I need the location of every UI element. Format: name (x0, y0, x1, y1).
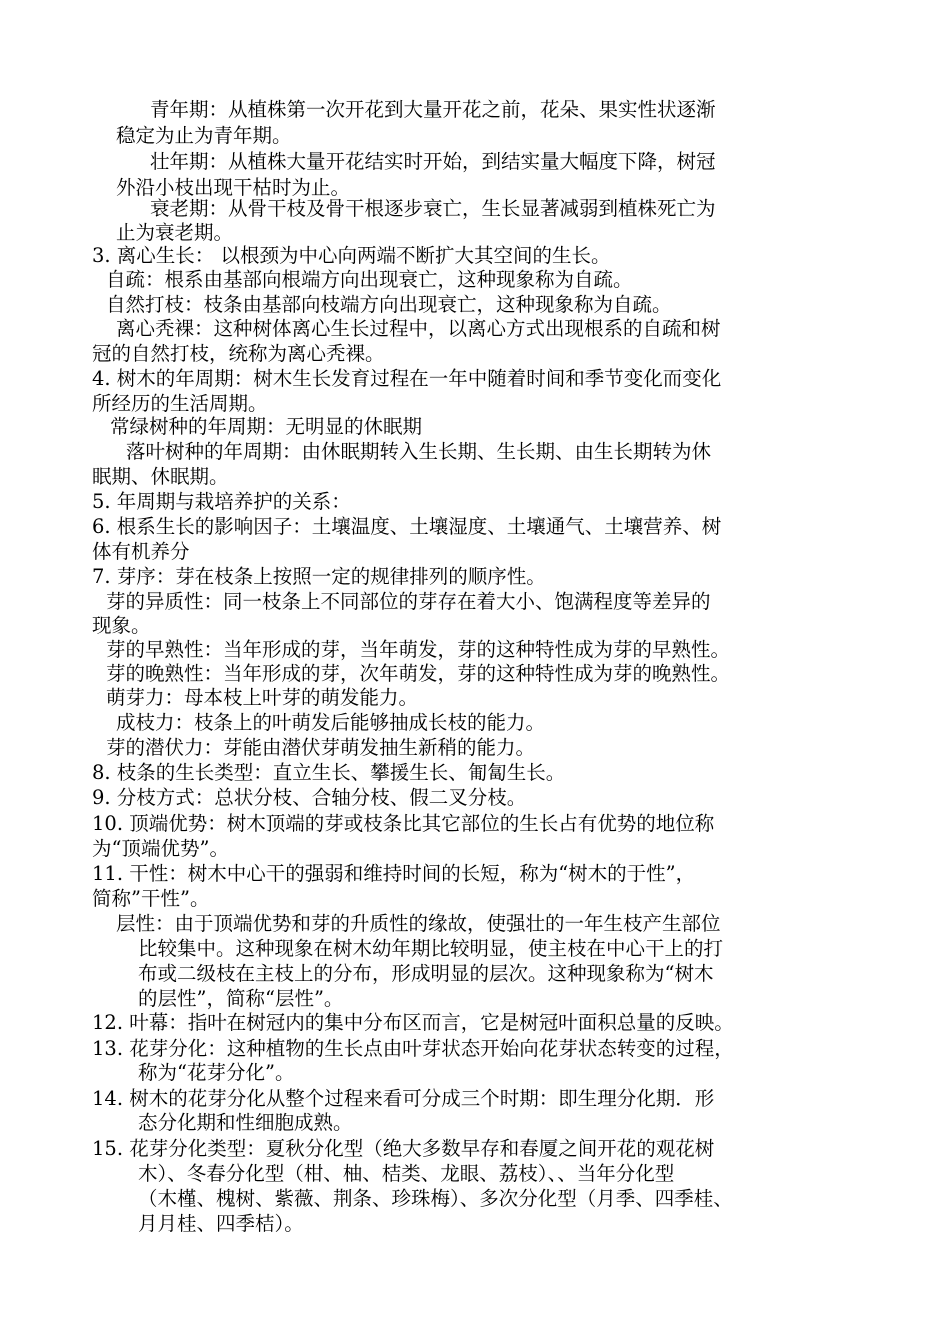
text-line: 青年期：从植株第一次开花到大量开花之前，花朵、果实性状逐渐 (150, 98, 716, 121)
text-line: 芽的潜伏力：芽能由潜伏芽萌发抽生新稍的能力。 (106, 736, 536, 759)
text-line: （木槿、槐树、紫薇、荆条、珍珠梅）、多次分化型（月季、四季桂、 (138, 1187, 733, 1210)
text-line: 木）、冬春分化型（柑、柚、桔类、龙眼、荔枝）、、当年分化型 (138, 1162, 675, 1185)
text-line: 芽的晚熟性：当年形成的芽，次年萌发，芽的这种特性成为芽的晚熟性。 (106, 662, 731, 685)
text-line: 9. 分枝方式：总状分枝、合轴分枝、假二叉分枝。 (92, 786, 527, 809)
text-line: 12. 叶幕：指叶在树冠内的集中分布区而言，它是树冠叶面积总量的反映。 (92, 1011, 734, 1034)
text-line: 壮年期：从植株大量开花结实时开始，到结实量大幅度下降，树冠 (150, 150, 716, 173)
text-line: 芽的异质性：同一枝条上不同部位的芽存在着大小、饱满程度等差异的 (106, 590, 711, 613)
text-line: 自疏：根系由基部向根端方向出现衰亡，这种现象称为自疏。 (106, 268, 633, 291)
text-line: 落叶树种的年周期：由休眠期转入生长期、生长期、由生长期转为休 (126, 440, 712, 463)
text-line: 层性：由于顶端优势和芽的升质性的缘故，使强壮的一年生枝产生部位 (116, 912, 721, 935)
text-line: 13. 花芽分化：这种植物的生长点由叶芽状态开始向花芽状态转变的过程， (92, 1037, 734, 1060)
text-line: 14. 树木的花芽分化从整个过程来看可分成三个时期：即生理分化期．形 (92, 1087, 715, 1110)
text-line: 简称”干性”。 (92, 887, 210, 910)
text-line: 稳定为止为青年期。 (116, 124, 292, 147)
text-line: 15. 花芽分化类型：夏秋分化型（绝大多数早存和春厦之间开花的观花树 (92, 1137, 715, 1160)
text-line: 离心秃裸：这种树体离心生长过程中，以离心方式出现根系的自疏和树 (116, 317, 721, 340)
text-line: 态分化期和性细胞成熟。 (138, 1111, 353, 1134)
text-line: 衰老期：从骨干枝及骨干根逐步衰亡，生长显著减弱到植株死亡为 (150, 197, 716, 220)
text-line: 称为“花芽分化”。 (138, 1061, 295, 1084)
text-line: 成枝力：枝条上的叶萌发后能够抽成长枝的能力。 (116, 711, 546, 734)
text-line: 冠的自然打枝，统称为离心秃裸。 (92, 342, 385, 365)
text-line: 现象。 (92, 614, 151, 637)
text-line: 眠期、休眠期。 (92, 465, 229, 488)
text-line: 7. 芽序：芽在枝条上按照一定的规律排列的顺序性。 (92, 565, 546, 588)
text-line: 布或二级枝在主枝上的分布，形成明显的层次。这种现象称为“树木 (138, 962, 714, 985)
text-line: 芽的早熟性：当年形成的芽，当年萌发，芽的这种特性成为芽的早熟性。 (106, 638, 731, 661)
text-line: 比较集中。这种现象在树木幼年期比较明显，使主枝在中心干上的打 (138, 937, 724, 960)
text-line: 10. 顶端优势：树木顶端的芽或枝条比其它部位的生长占有优势的地位称 (92, 812, 715, 835)
text-line: 4. 树木的年周期：树木生长发育过程在一年中随着时间和季节变化而变化 (92, 367, 722, 390)
text-line: 8. 枝条的生长类型：直立生长、攀援生长、匍匐生长。 (92, 761, 566, 784)
text-line: 11. 干性：树木中心干的强弱和维持时间的长短，称为“树木的于性”， (92, 862, 696, 885)
text-line: 的层性”，简称“层性”。 (138, 987, 344, 1010)
text-line: 为“顶端优势”。 (92, 837, 229, 860)
text-line: 所经历的生活周期。 (92, 392, 268, 415)
text-line: 萌芽力：母本枝上叶芽的萌发能力。 (106, 686, 419, 709)
text-line: 6. 根系生长的影响因子：土壤温度、土壤湿度、土壤通气、土壤营养、树 (92, 515, 722, 538)
text-line: 止为衰老期。 (116, 221, 234, 244)
text-line: 5. 年周期与栽培养护的关系： (92, 490, 351, 513)
text-line: 外沿小枝出现干枯时为止。 (116, 176, 351, 199)
text-line: 体有机养分 (92, 540, 190, 563)
text-line: 自然打枝：枝条由基部向枝端方向出现衰亡，这种现象称为自疏。 (106, 293, 672, 316)
text-line: 月月桂、四季桔）。 (138, 1212, 304, 1235)
text-line: 常绿树种的年周期：无明显的休眠期 (110, 415, 423, 438)
text-line: 3. 离心生长： 以根颈为中心向两端不断扩大其空间的生长。 (92, 244, 611, 267)
